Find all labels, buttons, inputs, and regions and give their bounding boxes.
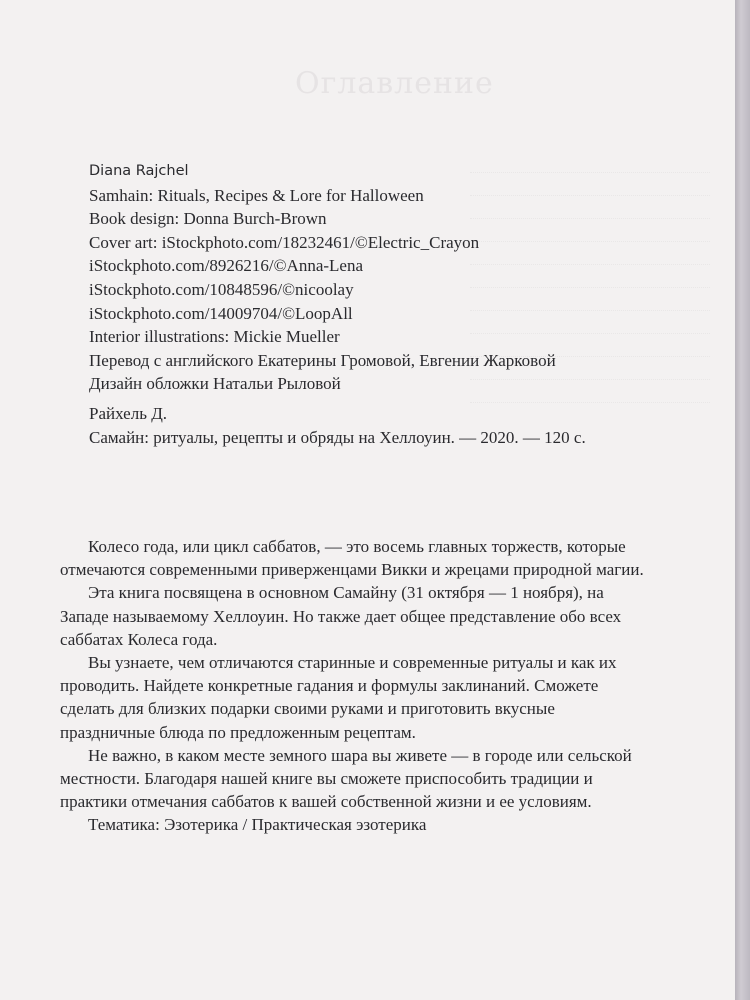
bibliographic-record (89, 402, 586, 449)
credit-line-illustrations: Interior illustrations: Mickie Mueller (89, 327, 340, 347)
credit-line-cover-design: Дизайн обложки Натальи Рыловой (89, 374, 341, 394)
credits-block (89, 160, 556, 396)
abstract-paragraph: Колесо года, или цикл саббатов, — это восемь главных торжеств, которые отмечаются современными приверженцами Викки и жрецами природной магии. (60, 537, 644, 580)
abstract-paragraph: Эта книга посвящена в основном Самайну (31 октября — 1 ноября), на Западе называемому Хеллоуин. Но также дает общее представление обо всех саббатах Колеса года. (60, 583, 622, 649)
credit-line-book-design: Book design: Donna Burch-Brown (89, 209, 327, 229)
biblio-author: Райхель Д. (89, 404, 168, 423)
bleed-through-heading: Оглавление (295, 66, 494, 101)
credit-line-author: Diana Rajchel (89, 163, 189, 179)
abstract-block (60, 535, 705, 837)
credit-line-photo-4: iStockphoto.com/14009704/©LoopAll (89, 303, 353, 323)
credit-line-cover-art: Cover art: iStockphoto.com/18232461/©Electric_Crayon (89, 232, 480, 252)
credit-line-translation: Перевод с английского Екатерины Громовой, Евгении Жарковой (89, 350, 556, 370)
credit-line-photo-3: iStockphoto.com/10848596/©nicoolay (89, 279, 354, 299)
abstract-paragraph: Вы узнаете, чем отличаются старинные и современные ритуалы и как их проводить. Найдете конкретные гадания и формулы заклинаний. Сможете сделать для близких подарки своими руками и приготовить вкусные праздничные блюда по предложенным рецептам. (60, 653, 617, 742)
biblio-entry: Самайн: ритуалы, рецепты и обряды на Хеллоуин. — 2020. — 120 с. (89, 427, 586, 447)
abstract-paragraph: Не важно, в каком месте земного шара вы живете — в городе или сельской местности. Благодаря нашей книге вы сможете приспособить традиции и практики отмечания саббатов к вашей собственной жизни и ее условиям. (60, 745, 632, 812)
subject-line: Тематика: Эзотерика / Практическая эзотерика (88, 815, 427, 835)
page-edge (735, 0, 750, 1000)
credit-line-photo-2: iStockphoto.com/8926216/©Anna-Lena (89, 256, 364, 276)
credit-line-original-title: Samhain: Rituals, Recipes & Lore for Halloween (89, 185, 424, 205)
